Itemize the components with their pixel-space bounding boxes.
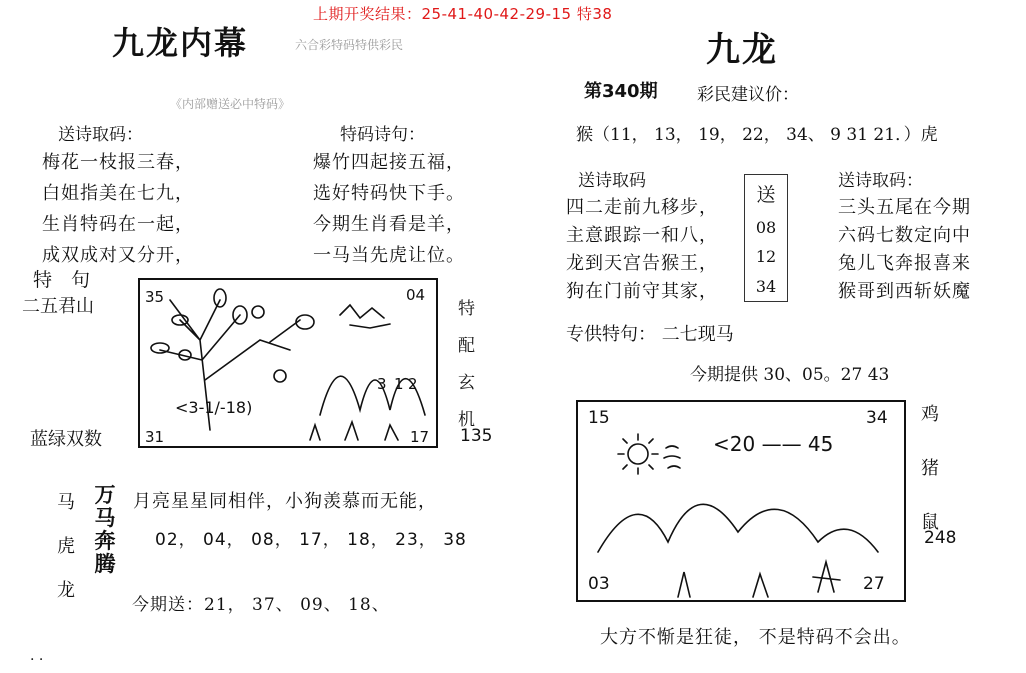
side-char: 配 [458,336,475,356]
side-char: 猪 [921,458,939,479]
sketch-number: 34 [866,408,888,428]
left-zodiac-column [57,488,75,602]
poem-line: 狗在门前守其家， [566,281,718,302]
left-numbers: 02， 04， 08， 17， 18， 23， 38 [155,530,467,550]
sketch-number: 1 [394,375,404,393]
poem-line: 龙到天宫告猴王， [566,253,718,274]
sketch-number: 03 [588,574,610,594]
right-title: 九龙 [706,30,778,70]
poem-line: 六码七数定向中 [838,225,971,246]
right-send-poem-label: 送诗取码 [578,171,646,191]
left-today-send: 今期送：21， 37、 09、 18、 [132,595,390,615]
left-verse: 月亮星星同相伴，小狗羡慕而无能， [133,491,437,512]
left-send-poem-label: 送诗取码： [58,125,143,145]
poem-line: 主意跟踪一和八， [566,225,718,246]
poem-line: 猴哥到西斩妖魔 [838,281,971,302]
right-poem-left [566,194,718,306]
poem-line: 一马当先虎让位。 [313,245,465,266]
advice-label: 彩民建议价： [697,85,799,105]
poem-line: 四二走前九移步， [566,197,718,218]
sketch-equation: <3-1/-18) [175,398,253,417]
sketch-equation: <20 —— 45 [713,432,834,456]
poem-line: 选好特码快下手。 [313,183,465,204]
poem-line: 成双成对又分开， [42,245,194,266]
left-sketch-panel [138,278,438,448]
sketch-number: 17 [410,428,430,446]
zodiac-char: 龙 [57,580,75,601]
right-poem-right [838,194,971,306]
right-special-phrase: 专供特句： 二七现马 [566,324,734,345]
left-subtitle-faint: 六合彩特码特供彩民 [295,38,404,52]
side-char: 鸡 [921,404,939,425]
left-special-phrase-label: 特 句 [33,269,91,291]
right-side-column [921,400,939,534]
sketch-number: 2 [408,375,418,393]
corner-dots: . . [30,648,44,664]
side-char: 特 [458,299,475,319]
left-sketch-drawing [140,280,436,446]
poem-line: 白姐指美在七九， [42,183,194,204]
left-poem-caption-faint: 《内部赠送必中特码》 [170,97,291,111]
poem-line: 梅花一枝报三春， [42,152,194,173]
poem-line: 今期生肖看是羊， [313,214,465,235]
poem-line: 三头五尾在今期 [838,197,971,218]
sketch-number: 3 [377,375,387,393]
side-char: 鼠 [921,512,939,533]
send-box-label: 送 [756,184,776,207]
left-vertical-phrase: 万马奔腾 [94,482,116,576]
right-sketch-panel [576,400,906,602]
sketch-number: 04 [406,286,426,304]
today-provide: 今期提供 30、05。27 43 [690,365,890,385]
right-send-poem-label-2: 送诗取码： [838,171,923,191]
sketch-number: 31 [145,428,165,446]
sketch-number: 27 [863,574,885,594]
right-side-number: 248 [924,528,957,548]
left-special-phrase: 二五君山 [22,296,94,317]
left-side-caption: 蓝绿双数 [30,429,102,450]
monkey-tiger-line: 猴（11， 13， 19， 22， 34、 9 31 21．）虎 [576,125,938,145]
send-box-number: 34 [755,276,777,296]
send-box-number: 12 [755,247,777,267]
poem-line: 生肖特码在一起， [42,214,194,235]
left-title: 九龙内幕 [112,24,249,62]
side-char: 玄 [458,373,475,393]
sketch-number: 15 [588,408,610,428]
zodiac-char: 虎 [57,536,75,557]
send-number-box [744,174,788,302]
send-box-number: 08 [755,217,777,237]
last-draw-result-banner: 上期开奖结果：25-41-40-42-29-15 特38 [313,5,613,23]
sketch-number: 35 [145,288,165,306]
left-side-right-column [458,294,475,430]
left-poem-right [313,147,465,271]
poem-line: 兔儿飞奔报喜来 [838,253,971,274]
left-side-right-number: 135 [460,426,493,446]
right-footer: 大方不惭是狂徒， 不是特码不会出。 [600,627,911,648]
zodiac-char: 马 [57,492,75,513]
poem-line: 爆竹四起接五福， [313,152,465,173]
issue-number: 第340期 [584,81,658,102]
left-special-poem-label: 特码诗句： [340,125,425,145]
side-char: 机 [458,410,475,430]
left-poem-left [42,147,194,271]
